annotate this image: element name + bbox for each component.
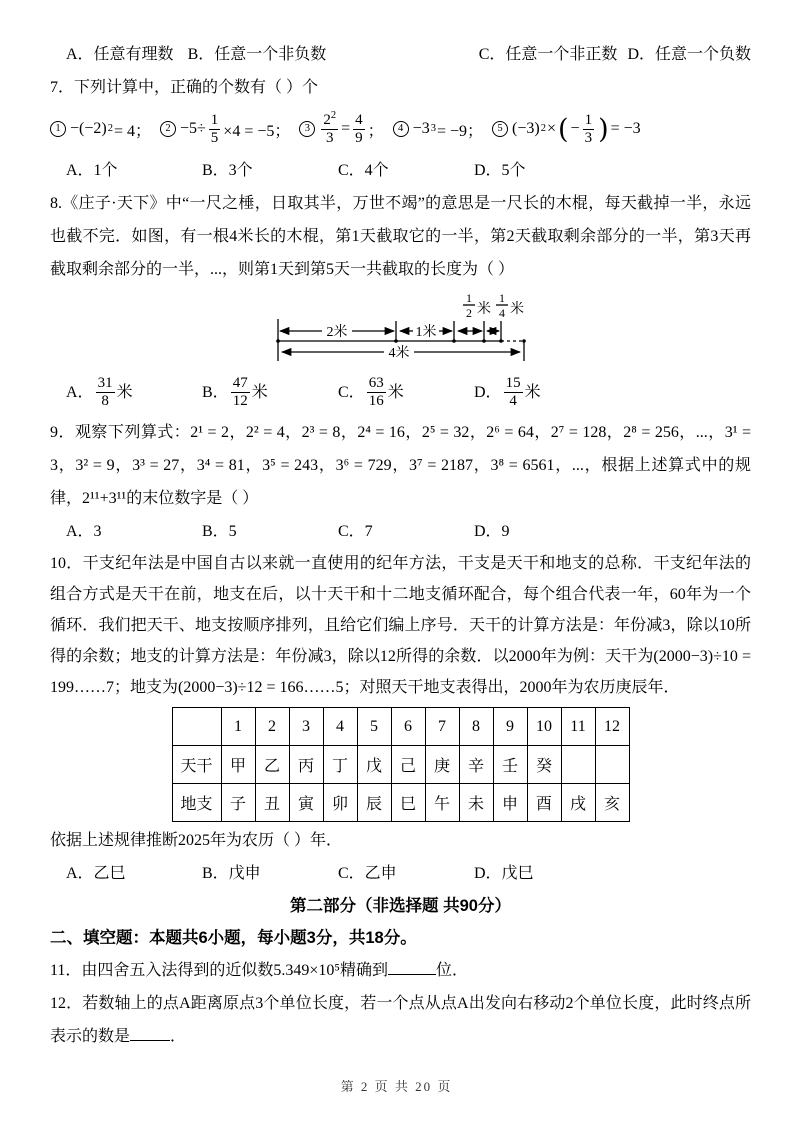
q8-option-c bbox=[338, 375, 474, 408]
fraction bbox=[321, 112, 338, 145]
table-cell: 天干 bbox=[172, 746, 221, 784]
q7-option-a: A．1个 bbox=[66, 162, 118, 179]
table-cell: 乙 bbox=[255, 746, 289, 784]
table-cell: 壬 bbox=[493, 746, 527, 784]
tiangan-row bbox=[172, 746, 629, 784]
table-cell: 12 bbox=[595, 708, 629, 746]
left-paren: ( bbox=[557, 113, 569, 145]
eq-tail: ； bbox=[367, 122, 384, 140]
q6-option-d: D．任意一个负数 bbox=[627, 46, 751, 63]
fraction bbox=[504, 375, 523, 408]
answer-blank bbox=[130, 1025, 170, 1041]
q8-option-d bbox=[474, 375, 541, 408]
option-label: D． bbox=[474, 383, 502, 401]
q7-equation-2 bbox=[160, 112, 290, 145]
dim-2m-label: 2米 bbox=[326, 325, 348, 340]
q9-option-c: C．7 bbox=[338, 523, 373, 540]
frac-base: 2 bbox=[323, 112, 331, 129]
circled-number-icon: 1 bbox=[50, 121, 66, 137]
stick-diagram bbox=[274, 289, 544, 365]
q11-text-post: 位． bbox=[436, 962, 469, 979]
fraction bbox=[353, 112, 365, 145]
table-cell: 辰 bbox=[357, 784, 391, 822]
fraction bbox=[231, 375, 250, 408]
q7-options-row bbox=[50, 154, 751, 187]
q9-option-d: D．9 bbox=[474, 523, 510, 540]
table-cell: 1 bbox=[221, 708, 255, 746]
fraction-numerator: 63 bbox=[368, 375, 384, 392]
q10-options-row bbox=[50, 857, 751, 890]
table-cell: 2 bbox=[255, 708, 289, 746]
fraction-numerator: 47 bbox=[232, 375, 248, 392]
eq-body: (−3) bbox=[512, 120, 540, 137]
eq-body: −(−2) bbox=[70, 120, 107, 137]
table-cell: 丑 bbox=[255, 784, 289, 822]
q12-stem bbox=[50, 987, 751, 1053]
table-cell: 己 bbox=[391, 746, 425, 784]
option-unit: 米 bbox=[251, 383, 268, 401]
table-cell bbox=[172, 708, 221, 746]
fraction-denominator: 4 bbox=[509, 392, 517, 409]
option-unit: 米 bbox=[524, 383, 541, 401]
q10-option-d: D．戊巳 bbox=[474, 865, 534, 882]
fraction bbox=[96, 375, 115, 408]
q8-option-b bbox=[202, 375, 338, 408]
ganzhi-table bbox=[172, 707, 630, 822]
option-unit: 米 bbox=[387, 383, 404, 401]
q7-option-d: D．5个 bbox=[474, 162, 526, 179]
half-numerator: 1 bbox=[466, 291, 472, 305]
dim-4m-label: 4米 bbox=[388, 346, 410, 361]
q10-option-c: C．乙申 bbox=[338, 865, 397, 882]
table-cell: 5 bbox=[357, 708, 391, 746]
half-unit: 米 bbox=[477, 302, 491, 317]
q7-equations bbox=[50, 104, 751, 154]
eq-times: × bbox=[546, 120, 556, 137]
table-cell: 戊 bbox=[357, 746, 391, 784]
q9-option-a: A．3 bbox=[66, 523, 102, 540]
table-cell: 8 bbox=[459, 708, 493, 746]
eq-tail: = 4； bbox=[113, 122, 151, 140]
part2-title: 第二部分（非选择题 共90分） bbox=[290, 897, 511, 915]
fraction-denominator: 9 bbox=[355, 129, 363, 146]
fraction-numerator: 1 bbox=[584, 112, 593, 129]
q7-equation-5: 5 (−3) 2 × ( − $\frac{1}{3}$ ) = −3 bbox=[492, 112, 641, 145]
table-cell: 巳 bbox=[391, 784, 425, 822]
fraction bbox=[209, 112, 221, 145]
q11-stem bbox=[50, 954, 751, 987]
quarter-denominator: 4 bbox=[499, 306, 505, 320]
table-cell: 亥 bbox=[595, 784, 629, 822]
table-cell: 4 bbox=[323, 708, 357, 746]
table-cell: 甲 bbox=[221, 746, 255, 784]
eq-body: −3 bbox=[412, 120, 430, 137]
table-cell: 戌 bbox=[561, 784, 595, 822]
q7-option-c: C．4个 bbox=[338, 162, 389, 179]
table-cell: 丁 bbox=[323, 746, 357, 784]
table-cell bbox=[561, 746, 595, 784]
circled-number-icon: 3 bbox=[299, 121, 315, 137]
table-cell: 申 bbox=[493, 784, 527, 822]
fraction-denominator: 3 bbox=[326, 129, 334, 146]
quarter-numerator: 1 bbox=[499, 291, 505, 305]
q6-options-row bbox=[50, 38, 751, 71]
table-cell: 庚 bbox=[425, 746, 459, 784]
q9-stem: 9．观察下列算式：2¹ = 2，2² = 4，2³ = 8，2⁴ = 16，2⁵ = 32，2⁶ = 64，2⁷ = 128，2⁸ = 256，...，3¹ = 3，3² = 9，3³ = 27，3⁴ = 81，3⁵ = 243，3⁶ = 729，3⁷ = 2187，3⁸ = 6561，...，根据上述算式中的规律，2¹¹+3¹¹的末位数字是（ ） bbox=[50, 424, 751, 507]
q7-equation-4: 4 −3 3 = −9； bbox=[393, 118, 483, 141]
table-cell: 子 bbox=[221, 784, 255, 822]
table-cell: 未 bbox=[459, 784, 493, 822]
option-label: A． bbox=[66, 383, 94, 401]
table-header-row bbox=[172, 708, 629, 746]
table-cell: 辛 bbox=[459, 746, 493, 784]
dizhi-row bbox=[172, 784, 629, 822]
page-number-footer: 第 2 页 共 20 页 bbox=[340, 1079, 453, 1094]
table-cell: 丙 bbox=[289, 746, 323, 784]
q7-stem: 7．下列计算中，正确的个数有（ ）个 bbox=[50, 79, 319, 96]
fraction-numerator: 15 bbox=[505, 375, 521, 392]
fraction bbox=[583, 112, 595, 145]
q8-figure bbox=[274, 289, 544, 365]
table-cell: 午 bbox=[425, 784, 459, 822]
option-label: C． bbox=[338, 383, 365, 401]
table-cell bbox=[595, 746, 629, 784]
circled-number-icon: 4 bbox=[393, 121, 409, 137]
quarter-unit: 米 bbox=[510, 302, 524, 317]
fraction-denominator: 3 bbox=[584, 129, 593, 146]
table-cell: 7 bbox=[425, 708, 459, 746]
q9-options-row bbox=[50, 515, 751, 548]
half-denominator: 2 bbox=[466, 306, 472, 320]
table-cell: 卯 bbox=[323, 784, 357, 822]
table-cell: 寅 bbox=[289, 784, 323, 822]
q10-after-table: 依据上述规律推断2025年为农历（ ）年． bbox=[50, 832, 343, 849]
option-unit: 米 bbox=[116, 383, 133, 401]
q10-stem: 10．干支纪年法是中国自古以来就一直使用的纪年方法，干支是天干和地支的总称．干支纪年法的组合方式是天干在前，地支在后，以十天干和十二地支循环配合，每个组合代表一年，60年为一个循环．我们把天干、地支按顺序排列，且给它们编上序号．天干的计算方法是：年份减3，除以10所得的余数；地支的计算方法是：年份减3，除以12所得的余数．以2000年为例：天干为(2000−3)÷10 = 199……7；地支为(2000−3)÷12 = 166……5；对照天干地支表得出，2000年为农历庚辰年． bbox=[50, 555, 751, 696]
eq-tail: ×4 = −5； bbox=[223, 122, 291, 140]
q12-text-pre: 12．若数轴上的点A距离原点3个单位长度，若一个点从点A出发向右移动2个单位长度，此时终点所表示的数是 bbox=[50, 995, 751, 1045]
eq-tail: = −3 bbox=[610, 120, 641, 137]
eq-pre: −5÷ bbox=[179, 120, 206, 137]
option-label: B． bbox=[202, 383, 229, 401]
q8-stem: 8.《庄子·天下》中“一尺之棰，日取其半，万世不竭”的意思是一尺长的木棍，每天截掉一半，永远也截不完．如图，有一根4米长的木棍，第1天截取它的一半，第2天截取剩余部分的一半，第3天再截取剩余部分的一半，...，则第1天到第5天一共截取的长度为（ ） bbox=[50, 195, 751, 278]
table-cell: 10 bbox=[527, 708, 561, 746]
fraction-denominator: 8 bbox=[101, 392, 109, 409]
q11-text-pre: 11．由四舍五入法得到的近似数5.349×10⁵精确到 bbox=[50, 962, 389, 979]
q10-option-a: A．乙巳 bbox=[66, 865, 126, 882]
fraction-numerator: 4 bbox=[355, 112, 363, 129]
fraction-numerator: 1 bbox=[210, 112, 219, 129]
dim-1m-label: 1米 bbox=[415, 325, 437, 340]
q8-option-a bbox=[66, 375, 202, 408]
q7-equation-3 bbox=[299, 112, 383, 145]
right-paren: ) bbox=[598, 113, 609, 145]
circled-number-icon: 5 bbox=[492, 121, 508, 137]
fraction-denominator: 16 bbox=[368, 392, 384, 409]
fraction-numerator: 31 bbox=[97, 375, 113, 392]
q12-text-post: ． bbox=[170, 1028, 187, 1045]
table-cell: 9 bbox=[493, 708, 527, 746]
q6-option-b: B．任意一个非负数 bbox=[187, 46, 327, 63]
frac-exponent: 2 bbox=[330, 110, 337, 122]
fill-in-section-header: 二、填空题：本题共6小题，每小题3分，共18分。 bbox=[50, 929, 417, 947]
circled-number-icon: 2 bbox=[160, 121, 176, 137]
q8-options-row bbox=[50, 368, 751, 416]
table-cell: 6 bbox=[391, 708, 425, 746]
table-cell: 癸 bbox=[527, 746, 561, 784]
fraction-numerator bbox=[321, 112, 338, 129]
fraction-denominator: 12 bbox=[232, 392, 248, 409]
q9-option-b: B．5 bbox=[202, 523, 237, 540]
table-cell: 11 bbox=[561, 708, 595, 746]
q7-option-b: B．3个 bbox=[202, 162, 253, 179]
fraction-denominator: 5 bbox=[210, 129, 219, 146]
table-cell: 3 bbox=[289, 708, 323, 746]
eq-tail: = −9； bbox=[436, 122, 484, 140]
table-cell: 地支 bbox=[172, 784, 221, 822]
answer-blank bbox=[388, 959, 436, 975]
q10-option-b: B．戊申 bbox=[202, 865, 261, 882]
fraction bbox=[367, 375, 386, 408]
q7-equation-1: 1 −(−2) 2 = 4； bbox=[50, 118, 151, 141]
q6-option-a: A．任意有理数 bbox=[66, 46, 174, 63]
q6-option-c: C．任意一个非正数 bbox=[478, 46, 618, 63]
eq-equals: = bbox=[341, 120, 351, 137]
eq-minus: − bbox=[570, 120, 580, 137]
table-cell: 酉 bbox=[527, 784, 561, 822]
